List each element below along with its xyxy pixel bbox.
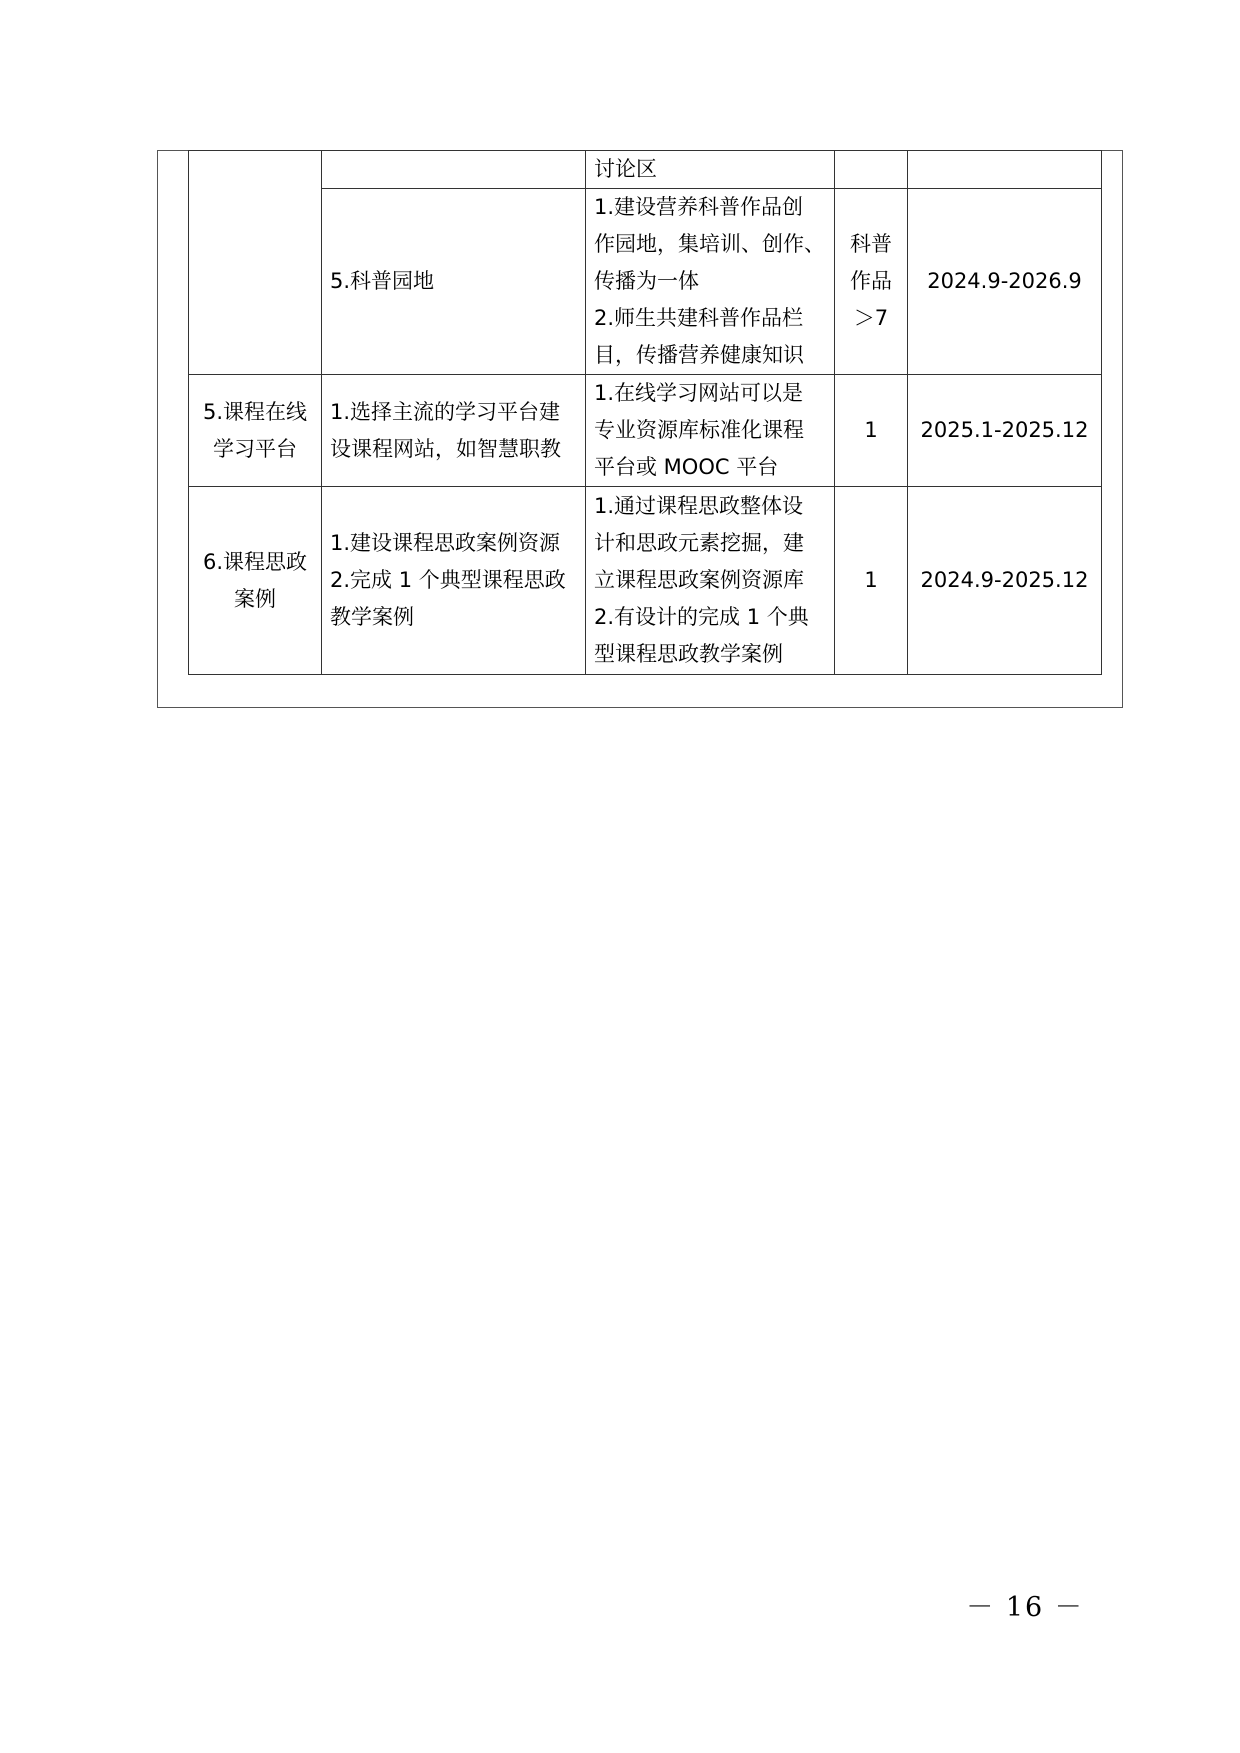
project-line: 1.选择主流的学习平台建 <box>330 399 561 424</box>
table-row <box>189 189 1102 375</box>
indicator-line: ＞7 <box>853 306 889 330</box>
content-line: 讨论区 <box>594 157 657 181</box>
category-cell <box>189 151 322 375</box>
construction-plan-table <box>188 150 1102 675</box>
content-line: 平台或 MOOC 平台 <box>594 455 779 479</box>
content-cell <box>586 375 835 487</box>
table-row <box>189 151 1102 189</box>
content-line: 传播为一体 <box>594 269 699 293</box>
project-line: 教学案例 <box>330 605 414 629</box>
project-line: 2.完成 1 个典型课程思政 <box>330 568 566 592</box>
content-line: 计和思政元素挖掘，建 <box>594 531 804 555</box>
indicator-cell: 1 <box>835 487 908 675</box>
content-line: 1.在线学习网站可以是 <box>594 381 804 405</box>
content-line: 型课程思政教学案例 <box>594 642 783 666</box>
indicator-line: 科普 <box>850 232 892 256</box>
content-line: 立课程思政案例资源库 <box>594 568 804 592</box>
indicator-cell <box>835 189 908 375</box>
project-line: 5.科普园地 <box>330 269 435 293</box>
project-line: 1.建设课程思政案例资源 <box>330 531 561 555</box>
project-line: 设课程网站，如智慧职教 <box>330 436 561 461</box>
content-line: 1.建设营养科普作品创 <box>594 195 804 219</box>
period-cell: 2025.1-2025.12 <box>908 375 1102 487</box>
content-cell <box>586 487 835 675</box>
content-cell <box>586 189 835 375</box>
table-row <box>189 375 1102 487</box>
project-cell <box>322 151 586 189</box>
category-line: 6.课程思政 <box>202 549 308 574</box>
table-row <box>189 487 1102 675</box>
project-cell <box>322 375 586 487</box>
category-line: 案例 <box>234 586 276 611</box>
content-line: 目，传播营养健康知识 <box>594 343 804 367</box>
category-line: 学习平台 <box>213 436 297 461</box>
period-cell: 2024.9-2025.12 <box>908 487 1102 675</box>
category-cell <box>189 375 322 487</box>
indicator-line: 作品 <box>850 269 892 293</box>
content-line: 专业资源库标准化课程 <box>594 418 804 442</box>
indicator-cell <box>835 151 908 189</box>
content-line: 2.有设计的完成 1 个典 <box>594 605 809 629</box>
content-cell <box>586 151 835 189</box>
period-cell <box>908 151 1102 189</box>
period-cell: 2024.9-2026.9 <box>908 189 1102 375</box>
category-cell <box>189 487 322 675</box>
category-line: 5.课程在线 <box>202 399 308 424</box>
project-cell <box>322 189 586 375</box>
content-line: 1.通过课程思政整体设 <box>594 494 804 518</box>
project-cell <box>322 487 586 675</box>
content-line: 作园地，集培训、创作、 <box>594 232 825 256</box>
indicator-cell: 1 <box>835 375 908 487</box>
content-line: 2.师生共建科普作品栏 <box>594 306 804 330</box>
page-number: － 16 － <box>966 1592 1084 1623</box>
